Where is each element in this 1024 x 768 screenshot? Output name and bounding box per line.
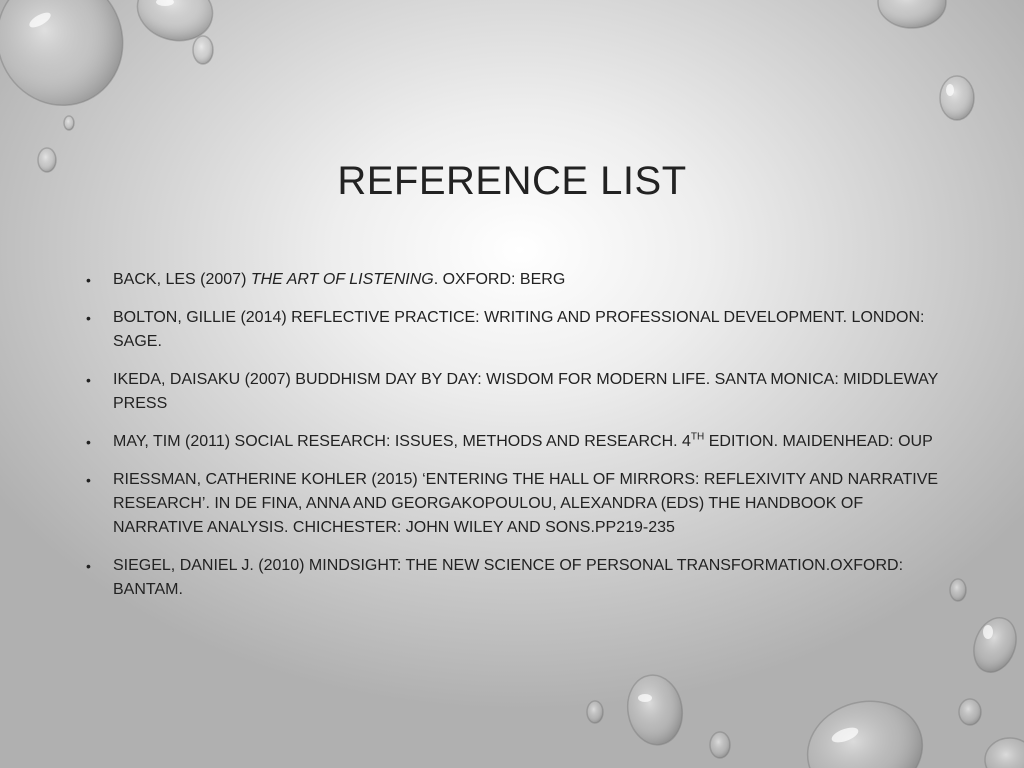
reference-item	[86, 468, 946, 540]
bullet-icon: •	[86, 472, 91, 488]
reference-superscript: TH	[690, 431, 705, 443]
bullet-icon: •	[86, 372, 91, 388]
reference-text: BOLTON, GILLIE (2014) REFLECTIVE PRACTICE: WRITING AND PROFESSIONAL DEVELOPMENT. LONDON: SAGE.	[113, 309, 925, 350]
reference-text-end: . OXFORD: BERG	[433, 271, 566, 288]
bullet-icon: •	[86, 434, 91, 450]
bullet-icon: •	[86, 272, 91, 288]
reference-text: IKEDA, DAISAKU (2007) BUDDHISM DAY BY DAY: WISDOM FOR MODERN LIFE. SANTA MONICA: MIDDLEWAY PRESS	[113, 371, 939, 412]
reference-text: SIEGEL, DANIEL J. (2010) MINDSIGHT: THE NEW SCIENCE OF PERSONAL TRANSFORMATION.OXFORD: BANTAM.	[113, 557, 904, 598]
slide-title: REFERENCE LIST	[337, 158, 687, 203]
bullet-icon: •	[86, 558, 91, 574]
bullet-icon: •	[86, 310, 91, 326]
reference-item	[86, 430, 946, 454]
reference-text: MAY, TIM (2011) SOCIAL RESEARCH: ISSUES, METHODS AND RESEARCH. 4	[113, 433, 691, 450]
reference-item	[86, 306, 946, 354]
reference-list	[86, 268, 946, 616]
reference-text-end: EDITION. MAIDENHEAD: OUP	[704, 433, 933, 450]
reference-item	[86, 368, 946, 416]
reference-text: BACK, LES (2007)	[113, 271, 251, 288]
reference-text: RIESSMAN, CATHERINE KOHLER (2015) ‘ENTERING THE HALL OF MIRRORS: REFLEXIVITY AND NARRATIVE RESEARCH’. IN DE FINA, ANNA AND GEORGAKOPOULOU, ALEXANDRA (EDS) THE HANDBOOK OF NARRATIVE ANALYSIS. CHICHESTER: JOHN WILEY AND SONS.PP219-235	[113, 471, 939, 536]
reference-item	[86, 554, 946, 602]
reference-title-italic: THE ART OF LISTENING	[250, 271, 434, 288]
reference-item	[86, 268, 946, 292]
